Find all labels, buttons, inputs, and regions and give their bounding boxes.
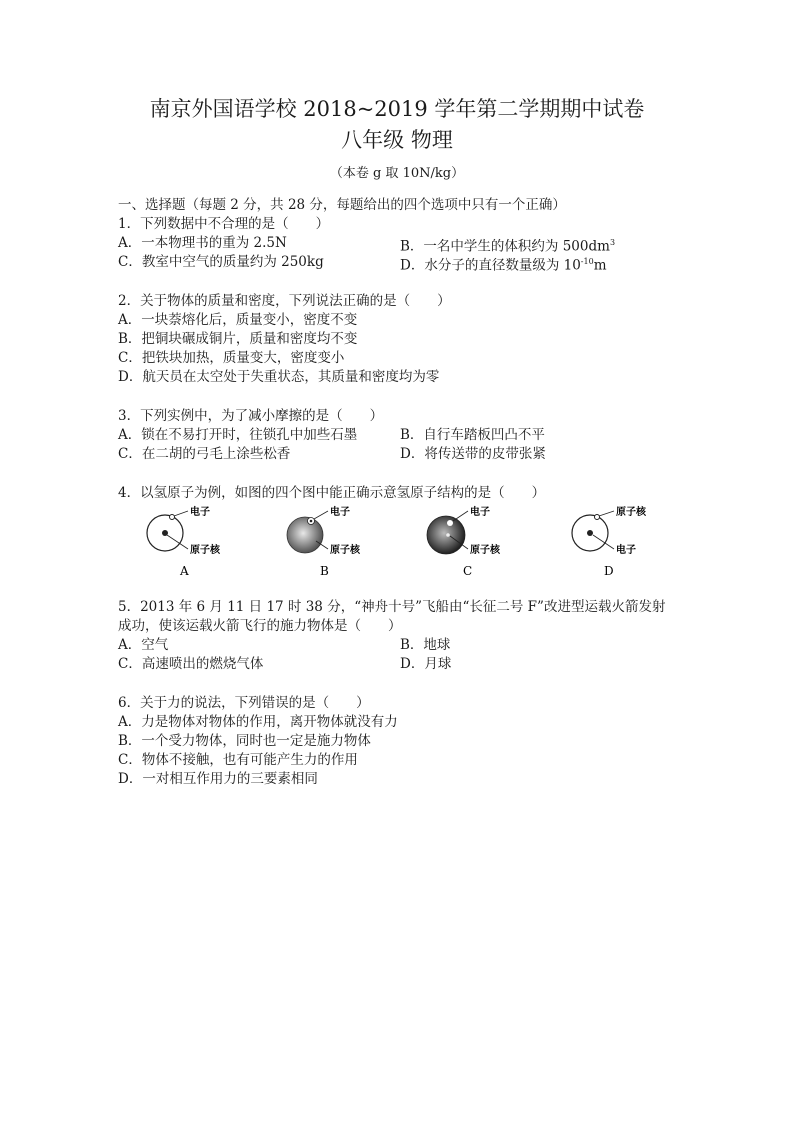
exam-title: 南京外国语学校 2018~2019 学年第二学期期中试卷 bbox=[149, 97, 645, 121]
exam-subtitle: 八年级 物理 bbox=[341, 128, 453, 152]
atom-a-nucleus-label: 原子核 bbox=[190, 545, 220, 556]
atom-b-electron-label: 电子 bbox=[330, 507, 350, 518]
q3-option-d: D．将传送带的皮带张紧 bbox=[400, 446, 546, 462]
q5-option-b: B．地球 bbox=[400, 637, 451, 653]
atom-diagrams bbox=[130, 505, 690, 580]
q1-option-b: B．一名中学生的体积约为 $500dm^3$ bbox=[400, 238, 616, 255]
atom-d-nucleus-label: 原子核 bbox=[616, 507, 646, 518]
q4-stem: 4．以氢原子为例，如图的四个图中能正确示意氢原子结构的是（ ） bbox=[118, 485, 546, 501]
q5-stem-line2: 成功，使该运载火箭飞行的施力物体是（ ） bbox=[118, 618, 402, 634]
section-heading: 一、选择题（每题 2 分，共 28 分，每题给出的四个选项中只有一个正确） bbox=[118, 197, 566, 213]
q6-stem: 6．关于力的说法，下列错误的是（ ） bbox=[118, 695, 370, 711]
q3-option-b: B．自行车踏板凹凸不平 bbox=[400, 427, 545, 443]
atom-model-d bbox=[572, 505, 647, 578]
atom-model-b bbox=[287, 505, 361, 578]
q5-option-d: D．月球 bbox=[400, 656, 452, 672]
q1-option-c: C．教室中空气的质量约为 250kg bbox=[118, 254, 324, 270]
q2-option-a: A．一块萘熔化后，质量变小，密度不变 bbox=[118, 312, 358, 328]
q2-option-d: D．航天员在太空处于失重状态，其质量和密度均为零 bbox=[118, 369, 440, 385]
q3-stem: 3．下列实例中，为了减小摩擦的是（ ） bbox=[118, 408, 384, 424]
q5-option-a: A．空气 bbox=[118, 637, 169, 653]
q1-stem: 1．下列数据中不合理的是（ ） bbox=[118, 216, 330, 232]
q1-option-d: D．水分子的直径数量级为 $10^{-10}m$ bbox=[400, 257, 607, 274]
q2-option-c: C．把铁块加热，质量变大，密度变小 bbox=[118, 350, 345, 366]
atom-c-nucleus-label: 原子核 bbox=[470, 545, 500, 556]
q5-option-c: C．高速喷出的燃烧气体 bbox=[118, 656, 264, 672]
q6-option-b: B．一个受力物体，同时也一定是施力物体 bbox=[118, 733, 371, 749]
exam-note: （本卷 g 取 10N/kg） bbox=[329, 166, 465, 181]
atom-a-option-label: A bbox=[180, 564, 189, 578]
q1-option-a: A．一本物理书的重为 2.5N bbox=[118, 235, 287, 251]
q3-option-c: C．在二胡的弓毛上涂些松香 bbox=[118, 446, 291, 462]
q2-option-b: B．把铜块碾成铜片，质量和密度均不变 bbox=[118, 331, 358, 347]
q6-option-d: D．一对相互作用力的三要素相同 bbox=[118, 771, 318, 787]
atom-c-electron-label: 电子 bbox=[470, 507, 490, 518]
atom-d-option-label: D bbox=[604, 564, 614, 578]
q2-stem: 2．关于物体的质量和密度，下列说法正确的是（ ） bbox=[118, 293, 451, 309]
atom-model-a bbox=[147, 505, 221, 578]
atom-a-electron-label: 电子 bbox=[190, 507, 210, 518]
atom-d-electron-label: 电子 bbox=[616, 545, 636, 556]
atom-c-option-label: C bbox=[463, 564, 473, 578]
atom-b-option-label: B bbox=[320, 564, 329, 578]
q6-option-c: C．物体不接触，也有可能产生力的作用 bbox=[118, 752, 358, 768]
q6-option-a: A．力是物体对物体的作用，离开物体就没有力 bbox=[118, 714, 398, 730]
q3-option-a: A．锁在不易打开时，往锁孔中加些石墨 bbox=[118, 427, 358, 443]
atom-model-c bbox=[427, 505, 501, 578]
atom-b-nucleus-label: 原子核 bbox=[330, 545, 360, 556]
q5-stem-line1: 5．2013 年 6 月 11 日 17 时 38 分，“神舟十号”飞船由“长征二号 F”改进型运载火箭发射 bbox=[118, 599, 666, 615]
